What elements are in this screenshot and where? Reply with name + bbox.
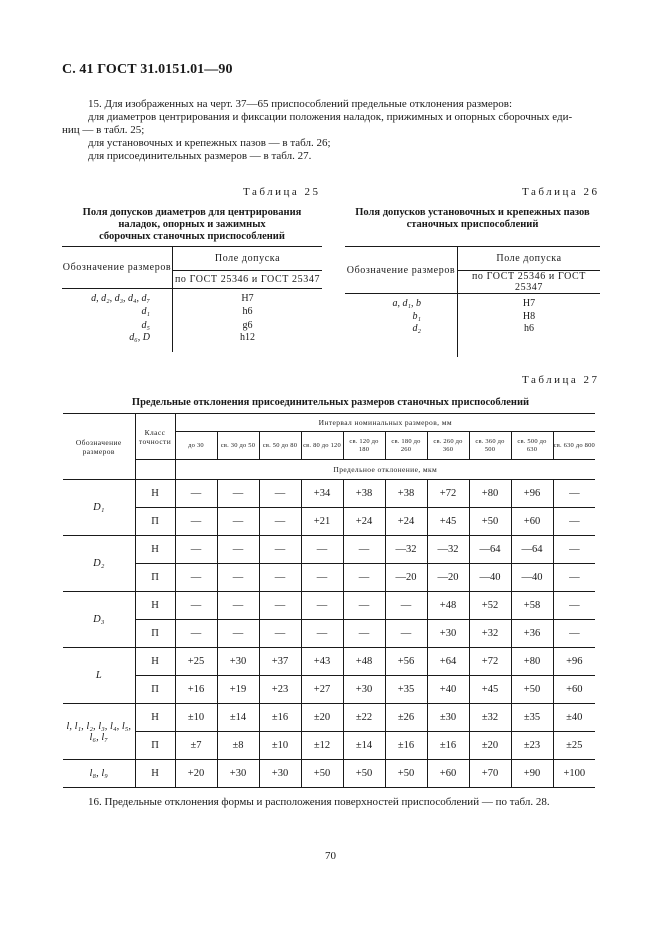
table27-value: +19 — [217, 676, 259, 704]
table27-row — [63, 704, 595, 732]
table27-value: +72 — [427, 480, 469, 508]
table27-value: ±16 — [385, 732, 427, 760]
table26-col-tolerance-sub: по ГОСТ 25346 и ГОСТ 25347 — [458, 271, 601, 294]
table27-class: П — [135, 732, 175, 760]
table27-row — [63, 564, 595, 592]
table27-row — [63, 648, 595, 676]
table27-value: —40 — [469, 564, 511, 592]
table27-value: +30 — [217, 648, 259, 676]
table25-value: H7 — [241, 293, 254, 304]
table27-value: +43 — [301, 648, 343, 676]
table27-value: +80 — [469, 480, 511, 508]
table27-interval: св. 260 до 360 — [427, 432, 469, 460]
table27-value: +25 — [175, 648, 217, 676]
table27-class: Н — [135, 760, 175, 788]
table27-interval: св. 120 до 180 — [343, 432, 385, 460]
table27-value: +48 — [343, 648, 385, 676]
table26-col-tolerance: Поле допуска — [458, 247, 601, 271]
table25-label: d, d₂, d₃, d₄, d₇ — [62, 289, 173, 305]
table27-value: +70 — [469, 760, 511, 788]
table25-label: d₅ — [62, 318, 173, 332]
table25-col-designation: Обозначение размеров — [62, 247, 173, 289]
table27-value: ±20 — [469, 732, 511, 760]
table27-value: — — [259, 536, 301, 564]
table27-class: Н — [135, 536, 175, 564]
table27-value: +45 — [427, 508, 469, 536]
table26-value: H8 — [522, 310, 536, 322]
table25-value: g6 — [242, 319, 253, 331]
table27-interval: до 30 — [175, 432, 217, 460]
table27-row — [63, 536, 595, 564]
table27-value: — — [301, 536, 343, 564]
table27-value: ±23 — [511, 732, 553, 760]
table27-row — [63, 676, 595, 704]
table27-value: +80 — [511, 648, 553, 676]
table27-designation: D₂ — [63, 536, 135, 592]
table27-value: +52 — [469, 592, 511, 620]
table27-value: —32 — [385, 536, 427, 564]
table27-class: П — [135, 676, 175, 704]
table26-title-line: станочных приспособлений — [406, 219, 539, 230]
table27-value: ±22 — [343, 704, 385, 732]
table26-label: b₁ — [345, 309, 458, 323]
table27-value: +37 — [259, 648, 301, 676]
table27-value: +58 — [511, 592, 553, 620]
table27-value: +90 — [511, 760, 553, 788]
table27-interval: св. 180 до 260 — [385, 432, 427, 460]
table27-value: — — [259, 620, 301, 648]
table27-class: Н — [135, 648, 175, 676]
table27-row — [63, 480, 595, 508]
paragraph-15-line: для диаметров центрирования и фиксации положения наладок, прижимных и опорных сборочных еди- — [88, 111, 573, 123]
table27-value: — — [343, 536, 385, 564]
table27-col-class: Класс точности — [135, 414, 175, 460]
table27-value: +34 — [301, 480, 343, 508]
table27-value: — — [553, 620, 595, 648]
table27-value: +50 — [385, 760, 427, 788]
table27-value: +40 — [427, 676, 469, 704]
table27-interval: св. 360 до 500 — [469, 432, 511, 460]
table27-value: +30 — [217, 760, 259, 788]
table27-designation: L — [63, 648, 135, 704]
table27-value: — — [553, 508, 595, 536]
table27-value: +20 — [175, 760, 217, 788]
table27-row — [63, 508, 595, 536]
table27-value: +72 — [469, 648, 511, 676]
table27-designation: D₃ — [63, 592, 135, 648]
table27-value: — — [175, 564, 217, 592]
table27-value: — — [553, 536, 595, 564]
table27-value: — — [217, 620, 259, 648]
table27-caption: Таблица 27 — [522, 374, 600, 386]
table27-class: Н — [135, 704, 175, 732]
table27-value: ±25 — [553, 732, 595, 760]
table25 — [62, 246, 322, 352]
table27-value: —32 — [427, 536, 469, 564]
table25-title-line: Поля допусков диаметров для центрирования — [82, 207, 302, 218]
table27-value: — — [385, 592, 427, 620]
table27-value: +50 — [511, 676, 553, 704]
table27-interval: св. 500 до 630 — [511, 432, 553, 460]
table25-title-line: наладок, опорных и зажимных — [118, 219, 266, 230]
table26-caption: Таблица 26 — [522, 186, 600, 198]
table27-value: +100 — [553, 760, 595, 788]
table27-value: ±16 — [427, 732, 469, 760]
table27-value: +38 — [385, 480, 427, 508]
table27-value: — — [217, 508, 259, 536]
table27-body — [63, 480, 595, 788]
table26-col-designation: Обозначение размеров — [345, 247, 458, 294]
table25-col-tolerance: Поле допуска — [173, 247, 323, 271]
table27-class: Н — [135, 592, 175, 620]
table27-value: —64 — [511, 536, 553, 564]
table27-value: —40 — [511, 564, 553, 592]
table27-designation: l₈, l₉ — [63, 760, 135, 788]
table27-value: — — [343, 620, 385, 648]
table27-value: — — [553, 592, 595, 620]
table27-designation: l, l₁, l₂, l₃, l₄, l₅, l₆, l₇ — [63, 704, 135, 760]
table27-value: — — [343, 592, 385, 620]
table27-value: — — [259, 564, 301, 592]
table27-value: ±20 — [301, 704, 343, 732]
table27-value: ±32 — [469, 704, 511, 732]
paragraph-15-line: для присоединительных размеров — в табл. 27. — [88, 150, 312, 162]
table27-interval: св. 50 до 80 — [259, 432, 301, 460]
table27-value: — — [259, 592, 301, 620]
table27-value: +23 — [259, 676, 301, 704]
table27-value: — — [385, 620, 427, 648]
table27-value: +32 — [469, 620, 511, 648]
table27-value: +96 — [511, 480, 553, 508]
table27-value: ±14 — [217, 704, 259, 732]
table27-interval-header: Интервал номинальных размеров, мм — [175, 414, 595, 432]
table27-value: — — [217, 564, 259, 592]
table25-value: h12 — [240, 332, 255, 343]
paragraph-15-line: для установочных и крепежных пазов — в табл. 26; — [88, 137, 331, 149]
table27-value: +60 — [427, 760, 469, 788]
table27-row — [63, 732, 595, 760]
table27-class-spacer — [135, 460, 175, 480]
table27-value: — — [175, 592, 217, 620]
table27-value: +50 — [469, 508, 511, 536]
table27-value: ±40 — [553, 704, 595, 732]
table27-value: — — [175, 536, 217, 564]
paragraph-15-line: ниц — в табл. 25; — [62, 124, 145, 136]
table27-value: — — [301, 564, 343, 592]
table27-value: +64 — [427, 648, 469, 676]
table26-title — [345, 207, 600, 231]
table27-value: +60 — [553, 676, 595, 704]
table27-value: +24 — [343, 508, 385, 536]
page-number: 70 — [325, 850, 336, 862]
table25-label: d₁ — [62, 304, 173, 318]
table27-value: +60 — [511, 508, 553, 536]
table26-label: a, d₁, b — [345, 294, 458, 310]
table27-value: +24 — [385, 508, 427, 536]
table26-label: d₂ — [345, 323, 458, 357]
table27-value: ±35 — [511, 704, 553, 732]
table27-value: ±16 — [259, 704, 301, 732]
table27-value: — — [217, 592, 259, 620]
table25-title — [62, 207, 322, 243]
table27-row — [63, 592, 595, 620]
table27-value: +36 — [511, 620, 553, 648]
table27-row — [63, 620, 595, 648]
table27-value: +56 — [385, 648, 427, 676]
table27-deviation-header: Предельное отклонение, мкм — [175, 460, 595, 480]
table27-value: ±14 — [343, 732, 385, 760]
paragraph-15: 15. Для изображенных на черт. 37—65 приспособлений предельные отклонения размеров: — [88, 98, 513, 110]
table27-interval: св. 80 до 120 — [301, 432, 343, 460]
table27-value: — — [343, 564, 385, 592]
table27-value: — — [259, 480, 301, 508]
table27-value: +30 — [427, 620, 469, 648]
table27-value: — — [553, 564, 595, 592]
table27 — [63, 413, 595, 788]
table27-designation: D₁ — [63, 480, 135, 536]
table27-value: ±10 — [259, 732, 301, 760]
table25-label: d₆, D — [62, 332, 173, 352]
table27-value: — — [217, 536, 259, 564]
table27-value: —64 — [469, 536, 511, 564]
table25-col-tolerance-sub: по ГОСТ 25346 и ГОСТ 25347 — [173, 271, 323, 289]
table27-value: +48 — [427, 592, 469, 620]
table27-value: —20 — [427, 564, 469, 592]
table27-value: +21 — [301, 508, 343, 536]
table27-row — [63, 760, 595, 788]
table27-value: — — [301, 592, 343, 620]
table27-value: ±30 — [427, 704, 469, 732]
table27-value: ±8 — [217, 732, 259, 760]
table27-value: — — [217, 480, 259, 508]
table27-value: ±7 — [175, 732, 217, 760]
table27-title: Предельные отклонения присоединительных размеров станочных приспособлений — [131, 397, 530, 408]
table27-col-designation: Обозначение размеров — [63, 414, 135, 480]
table27-value: ±12 — [301, 732, 343, 760]
table27-value: ±26 — [385, 704, 427, 732]
table27-value: +35 — [385, 676, 427, 704]
table25-value: h6 — [242, 305, 253, 317]
table27-value: +50 — [343, 760, 385, 788]
table27-value: — — [553, 480, 595, 508]
table27-interval: св. 30 до 50 — [217, 432, 259, 460]
table26 — [345, 246, 600, 357]
page-header: С. 41 ГОСТ 31.0151.01—90 — [62, 62, 233, 77]
table27-value: —20 — [385, 564, 427, 592]
table27-value: +96 — [553, 648, 595, 676]
table27-class: П — [135, 508, 175, 536]
table27-value: — — [175, 508, 217, 536]
table27-value: — — [259, 508, 301, 536]
table26-value: H7 — [522, 298, 536, 309]
paragraph-16: 16. Предельные отклонения формы и расположения поверхностей приспособлений — по табл. 28. — [88, 796, 550, 808]
table25-title-line: сборочных станочных приспособлений — [99, 231, 285, 242]
table27-value: +30 — [259, 760, 301, 788]
table27-interval: св. 630 до 800 — [553, 432, 595, 460]
table26-title-line: Поля допусков установочных и крепежных пазов — [355, 207, 590, 218]
table27-value: +27 — [301, 676, 343, 704]
table27-value: +45 — [469, 676, 511, 704]
table27-value: +50 — [301, 760, 343, 788]
table27-class: Н — [135, 480, 175, 508]
table27-value: +38 — [343, 480, 385, 508]
table27-value: +30 — [343, 676, 385, 704]
table27-value: — — [175, 480, 217, 508]
table27-value: — — [301, 620, 343, 648]
table27-value: ±10 — [175, 704, 217, 732]
table27-value: +16 — [175, 676, 217, 704]
table26-value: h6 — [524, 323, 534, 334]
table27-class: П — [135, 620, 175, 648]
table25-caption: Таблица 25 — [243, 186, 321, 198]
table27-value: — — [175, 620, 217, 648]
table27-class: П — [135, 564, 175, 592]
